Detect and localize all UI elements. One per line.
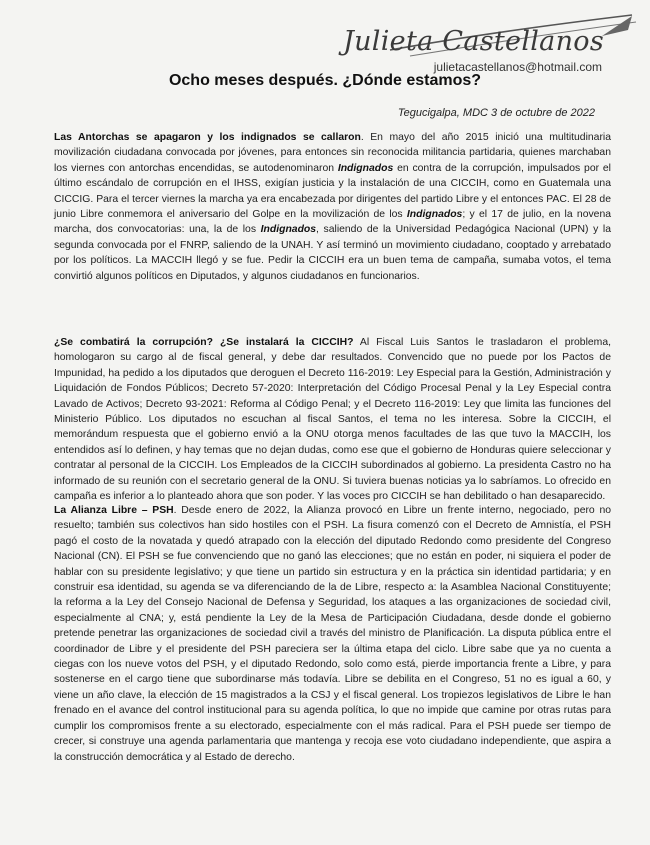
paragraph-alianza: La Alianza Libre – PSH. Desde enero de 2022, la Alianza provocó en Libre un frente interno, negociado, pero no resuelto; también sus colectivos han sido hostiles con el PSH. La fisura comenzó con el Decreto de Amnistía, el PSH pagó el costo de la novatada y quedó atrapado con la elección del diputado Redondo como presidente del Congreso Nacional (CN). El PSH se fue convenciendo que no ganó las elecciones; que no están en poder, ni siquiera el poder de hablar con su presidente legislativo; y que tiene un partido sin estructura y en la práctica sin identidad partidaria; y en construir esa identidad, su agenda se va diferenciando de la de Libre, respecto a: la Asamblea Nacional Constituyente; la reforma a la Ley del Consejo Nacional de Defensa y Seguridad, los ataques a las organizaciones de sociedad civil, especialmente al CNA; y, está pendiente la Ley de la Mesa de Participación Ciudadana, desde donde el gobierno pretende penetrar las organizaciones de sociedad civil a través del ministro de Planificación. La disputa pública entre el coordinador de Libre y el presidente del PSH pareciera ser la última etapa del ciclo. Libre sabe que ya no cuenta a ciegas con los nueve votos del PSH, y el diputado Redondo, solo como está, pierde importancia frente a Libre, y para sostenerse en el cargo tiene que subordinarse más todavía. Libre se debilita en el Congreso, 51 no es igual a 60, y viene un año clave, la elección de 15 magistrados a la CSJ y el fiscal general. Los tropiezos legislativos de Libre le han frenado en el avance del control institucional para su agenda política, lo que no impide que camine por otras rutas para cumplir los compromisos frente a su electorado, especialmente con el más radical. Para el PSH puede ser tiempo de crecer, si construye una agenda parlamentaria que mantenga y recoja ese voto ciudadano independiente, que aspira a la construcción democrática y al Estado de derecho.: [54, 505, 612, 763]
document-title: Ocho meses después. ¿Dónde estamos?: [168, 72, 482, 89]
author-email: julietacastellanos@hotmail.com: [433, 60, 602, 74]
paragraph-heading: ¿Se combatirá la corrupción? ¿Se instalará la CICCIH?: [54, 337, 354, 348]
paragraph-antorchas: Las Antorchas se apagaron y los indignados se callaron. En mayo del año 2015 inició una multitudinaria movilización ciudadana convocada por jóvenes, para entonces sin reconocida militancia partidaria, quienes marchaban los viernes con antorchas encendidas, se autodenominaron Indignados en contra de la corrupción, impulsados por el último escándalo de corrupción en el IHSS, exigían justicia y la instalación de una CICCIH, como en Guatemala una CICCIG. Para el tercer viernes la marcha ya era encabezada por dirigentes del partido Libre y el entonces PAC. El 28 de junio Libre conmemora el aniversario del Golpe en la movilización de los Indignados; y el 17 de julio, en la novena marcha, dos convocatorias: una, la de los Indignados, saliendo de la Universidad Pedagógica Nacional (UPN) y la segunda convocada por el FNRP, saliendo de la UNAH. Y así terminó un movimiento ciudadano, cooptado y arrebatado por los políticos. La MACCIH llegó y se fue. Pedir la CICCIH era un buen tema de campaña, sumaba votos, el tema convirtió algunos políticos en Diputados, y algunos ciudadanos en funcionarios.: [54, 132, 612, 282]
document-date: Tegucigalpa, MDC 3 de octubre de 2022: [397, 107, 595, 119]
author-name-logo: Julieta Castellanos: [342, 26, 604, 57]
paragraph-corrupcion: ¿Se combatirá la corrupción? ¿Se instalará la CICCIH? Al Fiscal Luis Santos le trasladaron el problema, homologaron su cargo al de fiscal general, y debe dar resultados. Convencido que no puede por los Pactos de Impunidad, ha pedido a los diputados que deroguen el Decreto 116-2019: Ley Especial para la Gestión, Administración y Liquidación de Fondos Públicos; Decreto 57-2020: Interpretación del Código Procesal Penal y la Ley Especial contra Lavado de Activos; Decreto 93-2021: Reforma al Código Penal; y el Decreto 116-2019: Ley que limita las funciones del Ministerio Público. Los diputados no escuchan al fiscal Santos, el tema no les interesa. Sobre la CICCIH, el memorándum respuesta que el gobierno envió a la ONU otorga menos facultades de las que tuvo la MACCIH, los entendidos así lo definen, y hay temas que no dejan dudas, como ese que el gobierno de Honduras quiere seleccionar y contratar al personal de la CICCIH. Los Empleados de la CICCIH subordinados al gobierno. La presidenta Castro no ha informado de su reunión con el secretario general de la ONU. Si tuviera buenas noticias ya lo sabríamos. Lo ofrecido en campaña es inferior a lo planteado ahora que son poder. Y las voces pro CICCIH se han debilitado o han desaparecido.: [54, 337, 611, 503]
paragraph-heading: La Alianza Libre – PSH: [54, 505, 174, 516]
letterhead: [342, 10, 640, 74]
paragraph-heading: Las Antorchas se apagaron y los indignados se callaron: [54, 132, 361, 143]
